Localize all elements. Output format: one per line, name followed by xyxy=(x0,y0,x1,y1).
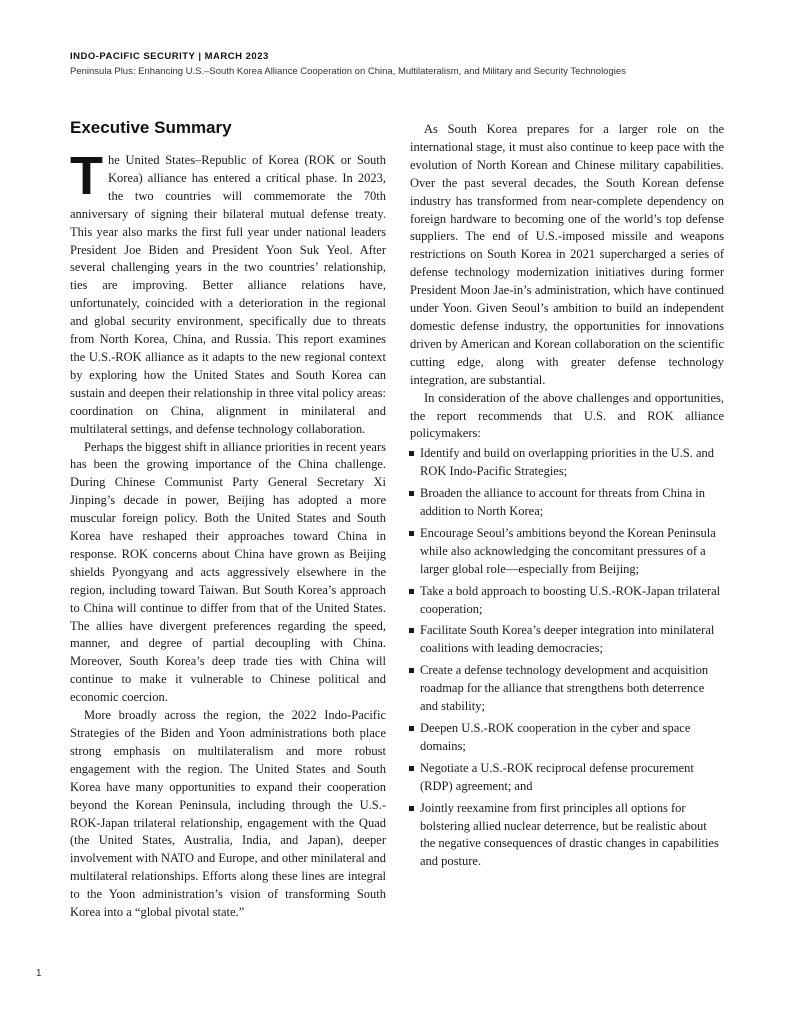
left-column xyxy=(70,117,386,922)
list-item xyxy=(410,583,724,619)
list-item-text: Identify and build on overlapping priorities in the U.S. and ROK Indo-Pacific Strategies; xyxy=(420,446,715,479)
list-item xyxy=(410,485,724,521)
bullet-icon xyxy=(409,451,414,456)
list-item xyxy=(410,525,724,579)
list-item xyxy=(410,800,724,872)
drop-cap: T xyxy=(70,146,103,206)
list-item-text: Facilitate South Korea’s deeper integration into minilateral coalitions with leading democracies; xyxy=(420,623,715,656)
right-column xyxy=(410,121,724,875)
bullet-icon xyxy=(409,628,414,633)
list-item-text: Negotiate a U.S.-ROK reciprocal defense procurement (RDP) agreement; and xyxy=(420,760,694,793)
list-item-text: Broaden the alliance to account for threats from China in addition to North Korea; xyxy=(420,486,705,519)
bullet-icon xyxy=(409,668,414,673)
list-item xyxy=(410,720,724,756)
paragraph-china: Perhaps the biggest shift in alliance priorities in recent years has been the growing importance of the China challenge. During Chinese Communist Party General Secretary Xi Jinping’s decade in power, Beijing has adopted a more muscular foreign policy. Both the United States and South Korea have reshaped their approaches toward China in response. ROK concerns about China have grown as Beijing shields Pyongyang and acts aggressively elsewhere in the region, including toward Taiwan. But South Korea’s approach to China will continue to differ from that of the United States. The allies have divergent preferences regarding the speed, manner, and degree of partial decoupling with China. Moreover, South Korea’s deep trade ties with China will continue to make it vulnerable to Chinese political and economic coercion. xyxy=(70,439,386,705)
bullet-icon xyxy=(409,806,414,811)
paragraph-technology: As South Korea prepares for a larger role on the international stage, it must also continue to keep pace with the evolution of North Korean and Chinese military capabilities. Over the past several decades, the South Korean defense industry has transformed from near-complete dependency on foreign hardware to becoming one of the world’s top defense suppliers. The end of U.S.-imposed missile and weapons restrictions on South Korea in 2021 supercharged a series of defense technology modernization initiatives during former President Moon Jae-in’s administration, which have continued under Yoon. Given Seoul’s ambition to build an independent domestic defense industry, the opportunities for innovations driven by American and Korean collaboration on the scientific cutting edge, along with greater defense technology integration, are substantial. xyxy=(410,122,724,387)
header-kicker: INDO-PACIFIC SECURITY | MARCH 2023 xyxy=(70,51,269,62)
bullet-icon xyxy=(409,531,414,536)
list-item xyxy=(410,760,724,796)
list-item-text: Jointly reexamine from first principles all options for bolstering allied nuclear deterrence, but be realistic about the negative consequences of drastic changes in capabilities and posture. xyxy=(420,800,719,869)
list-item-text: Create a defense technology development and acquisition roadmap for the alliance that strengthens both deterrence and stability; xyxy=(420,663,709,714)
bullet-icon xyxy=(409,589,414,594)
section-title: Executive Summary xyxy=(70,118,232,137)
paragraph-recommendations-intro: In consideration of the above challenges and opportunities, the report recommends that U.S. and ROK alliance policymakers: xyxy=(410,390,724,441)
paragraph-multilateralism: More broadly across the region, the 2022 Indo-Pacific Strategies of the Biden and Yoon administrations both place strong emphasis on multilateralism and more robust engagement with the region. The United States and South Korea have many opportunities to expand their cooperation beyond the Korean Peninsula, including through the U.S.-ROK-Japan trilateral relationship, engagement with the Quad (the United States, Australia, India, and Japan), deeper involvement with NATO and Europe, and other minilateral and multilateral relationships. Efforts along these lines are integral to the Yoon administration’s vision of transforming South Korea into a “global pivotal state.” xyxy=(70,708,387,920)
page-number: 1 xyxy=(36,968,42,979)
list-item-text: Take a bold approach to boosting U.S.-ROK-Japan trilateral cooperation; xyxy=(420,583,721,616)
header-subtitle: Peninsula Plus: Enhancing U.S.–South Korea Alliance Cooperation on China, Multilateralism, and Military and Security Technologies xyxy=(70,66,626,77)
bullet-icon xyxy=(409,491,414,496)
recommendations-list xyxy=(410,445,724,871)
paragraph-intro-text: he United States–Republic of Korea (ROK or South Korea) alliance has entered a critical phase. In 2023, the two countries will commemorate the 70th anniversary of signing their bilateral mutual defense treaty. This year also marks the first full year under national leaders President Joe Biden and President Yoon Suk Yeol. After several challenging years in the two countries’ relationship, ties are improving. Better alliance relations have, unfortunately, coincided with a deterioration in the regional and global security environment, specifically due to threats from North Korea, China, and Russia. This report examines the U.S.-ROK alliance as it adapts to the new regional context by exploring how the United States and South Korea can sustain and deepen their relationship in three vital policy areas: coordination on China, alignment in minilateral and multilateral settings, and defense technology collaboration. xyxy=(70,153,386,436)
running-header xyxy=(70,50,750,79)
list-item xyxy=(410,622,724,658)
list-item xyxy=(410,445,724,481)
list-item xyxy=(410,662,724,716)
list-item-text: Deepen U.S.-ROK cooperation in the cyber and space domains; xyxy=(420,721,691,753)
list-item-text: Encourage Seoul’s ambitions beyond the Korean Peninsula while also acknowledging the concomitant pressures of a larger global role—especially from Beijing; xyxy=(420,525,716,576)
bullet-icon xyxy=(409,726,414,731)
bullet-icon xyxy=(409,766,414,771)
paragraph-intro xyxy=(70,146,386,439)
